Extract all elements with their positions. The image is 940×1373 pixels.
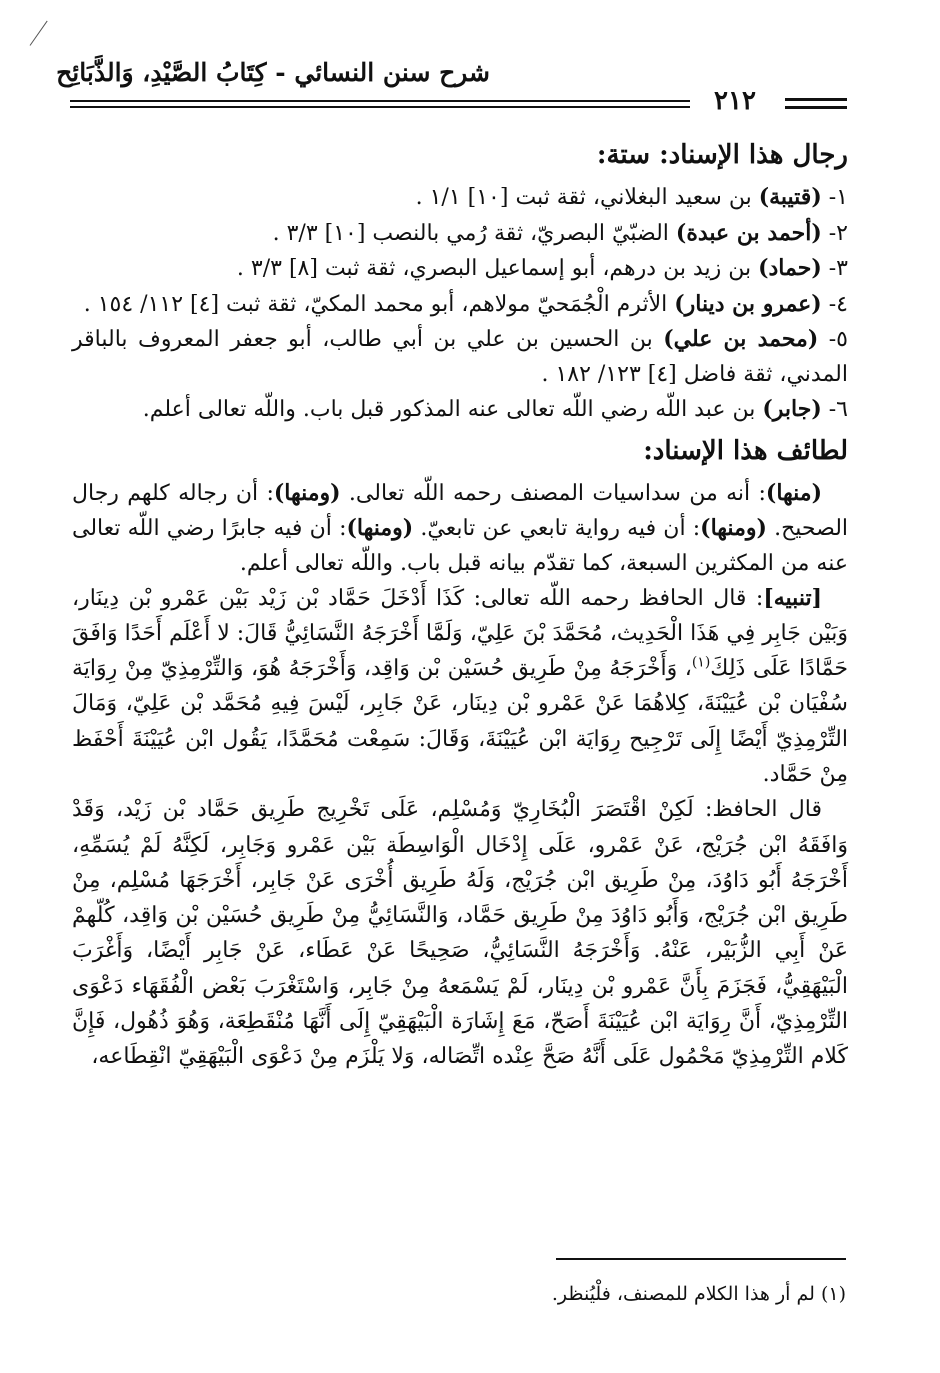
header-rule-top (70, 100, 690, 102)
main-text (72, 136, 848, 1075)
page-number-rule-top (785, 98, 847, 101)
running-header-title: شرح سنن النسائي - كِتَابُ الصَّيْدِ، وَالذَّبَائِح (56, 58, 490, 87)
narrator-entry-4 (72, 287, 848, 323)
narrator-entry-3 (72, 251, 848, 287)
point-label: (ومنها) (700, 514, 767, 541)
footnote-separator (556, 1258, 846, 1260)
narrator-details: بن زيد بن درهم، أبو إسماعيل البصري، ثقة ثبت [٨] ٣/٣ . (236, 256, 759, 281)
footnote: (١) لم أر هذا الكلام للمصنف، فلْيُنظر. (551, 1283, 846, 1305)
narrator-details: الضبّيّ البصريّ، ثقة رُمي بالنصب [١٠] ٣/٣ . (272, 220, 676, 246)
narrator-name: (قتيبة) (758, 184, 822, 210)
section-heading-subtleties: لطائف هذا الإسناد: (643, 435, 848, 466)
footnote-reference: (١) (691, 654, 711, 671)
note-paragraph (72, 581, 848, 793)
note-text: : قال الحافظ رحمه اللّه تعالى: كَذَا أَدْخَلَ حَمَّاد بْن زَيْد بَيْن عَمْرو بْن دِينَار، وَبَيْن جَابِر فِي هَذَا الْحَدِيث، مُحَمَّدَ بْنَ عَلِيّ، وَلَمَّا أَخْرَجَهُ النَّسَائِيُّ قَالَ: لا أَعْلَم أَحَدًا وَافَقَ حَمَّادًا عَلَى ذَلِكَ (72, 585, 848, 682)
narrator-name: (حماد) (758, 255, 822, 281)
note-label: [تنبيه] (763, 584, 822, 611)
page-number-rule-bottom (785, 106, 847, 109)
point-text: : أن فيه رواية تابعي عن تابعيّ. (413, 515, 701, 541)
point-label: (منها) (765, 479, 822, 506)
narrator-number: ٤- (821, 291, 848, 317)
point-label: (ومنها) (346, 514, 414, 541)
narrator-details: الأثرم الْجُمَحيّ مولاهم، أبو محمد المكيّ، ثقة ثبت [٤] ١١٢/ ١٥٤ . (83, 291, 675, 317)
note-text-continued: ، وَأَخْرَجَهُ مِنْ طَرِيق حُسَيْن بْن وَاقِد، وَأَخْرَجَهُ هُوَ، وَالتِّرْمِذِيّ مِنْ رِوَايَة سُفْيَان بْن عُيَيْنَةَ، كِلاهُمَا عَنْ عَمْرو بْن دِينَار، عَنْ جَابِر، لَيْسَ فِيهِ مُحَمَّد بْن عَلِيّ، وَمَالَ التِّرْمِذِيّ أَيْضًا إِلَى تَرْجِيح رِوَايَة ابْن عُيَيْنَةَ، وَقَالَ: سَمِعْت مُحَمَّدًا، يَقُول ابْن عُيَيْنَةَ أَحْفَظ مِنْ حَمَّاد. (72, 656, 848, 787)
narrator-entry-6 (72, 392, 848, 428)
section-heading-narrators: رجال هذا الإسناد: ستة: (596, 140, 848, 170)
page-number: ٢١٢ (714, 86, 756, 116)
narrator-number: ٣- (821, 256, 848, 281)
point-text: : أن رجاله كلهم رجال الصحيح. (72, 480, 849, 541)
narrator-name: (أحمد بن عبدة) (675, 219, 822, 246)
point-label: (ومنها) (273, 479, 341, 506)
point-text: : أن فيه جابرًا رضي اللّه تعالى عنه من المكثرين السبعة، كما تقدّم بيانه قبل باب. واللّه تعالى أعلم. (72, 515, 848, 576)
narrator-entry-2 (72, 216, 848, 252)
hafiz-paragraph: قال الحافظ: لَكِنْ اقْتَصَرَ الْبُخَارِيّ وَمُسْلِم، عَلَى تَخْرِيج طَرِيق حَمَّاد بْن زَيْد، وَقَدْ وَافَقَهُ ابْن جُرَيْج، عَنْ عَمْرو، عَلَى إِدْخَال الْوَاسِطَة بَيْن عَمْرو وَجَابِر، لَكِنَّهُ لَمْ يُسَمِّهِ، أَخْرَجَهُ أَبُو دَاوُدَ، مِنْ طَرِيق ابْن جُرَيْج، وَلَهُ طَرِيق أُخْرَى عَنْ جَابِر، أَخْرَجَهَا مُسْلِم، مِنْ طَرِيق ابْن جُرَيْج، وَأَبُو دَاوُدَ مِنْ طَرِيق حَمَّاد، وَالنَّسَائِيُّ مِنْ طَرِيق حُسَيْن بْن وَاقِد، كُلّهمْ عَنْ أَبِي الزُّبَيْر، عَنْهُ. وَأَخْرَجَهُ النَّسَائِيُّ، صَحِيحًا عَنْ عَطَاء، عَنْ جَابِر أَيْضًا، وَأَغْرَبَ الْبَيْهَقِيُّ، فَجَزَمَ بِأَنَّ عَمْرو بْن دِينَار، لَمْ يَسْمَعهُ مِنْ جَابِر، وَاسْتَغْرَبَ بَعْض الْفُقَهَاء دَعْوَى التِّرْمِذِيّ، أَنَّ رِوَايَة ابْن عُيَيْنَةَ أَصَحّ، مَعَ إِشَارَة الْبَيْهَقِيّ إِلَى أَنَّهَا مُنْقَطِعَة، وَهُوَ ذُهُول، فَإِنَّ كَلام التِّرْمِذِيّ مَحْمُول عَلَى أَنَّهُ صَحَّ عِنْده اتِّصَاله، وَلا يَلْزَم مِنْ دَعْوَى الْبَيْهَقِيّ انْقِطَاعه، (72, 797, 848, 1070)
narrator-name: (محمد بن علي) (663, 326, 819, 352)
subtleties-paragraph (72, 476, 848, 581)
narrator-details: بن الحسين بن علي بن أبي طالب، أبو جعفر المعروف بالباقر المدني، ثقة فاضل [٤] ١٢٣/ ١٨٢ . (72, 327, 848, 387)
narrator-details: بن سعيد البغلاني، ثقة ثبت [١٠] ١/١ . (415, 185, 759, 210)
narrator-number: ١- (821, 185, 848, 210)
narrator-name: (عمرو بن دينار) (674, 290, 822, 317)
narrator-details: بن عبد اللّه رضي اللّه تعالى عنه المذكور قبل باب. واللّه تعالى أعلم. (142, 397, 763, 422)
narrator-number: ٢- (821, 220, 848, 246)
narrator-name: (جابر) (762, 396, 822, 422)
narrator-entry-5 (72, 322, 848, 392)
header-rule-bottom (70, 106, 690, 108)
narrator-entry-1 (72, 180, 848, 216)
point-text: : أنه من سداسيات المصنف رحمه اللّه تعالى. (340, 480, 766, 506)
narrator-number: ٥- (818, 327, 848, 352)
corner-mark (30, 21, 48, 46)
narrator-number: ٦- (821, 397, 848, 422)
